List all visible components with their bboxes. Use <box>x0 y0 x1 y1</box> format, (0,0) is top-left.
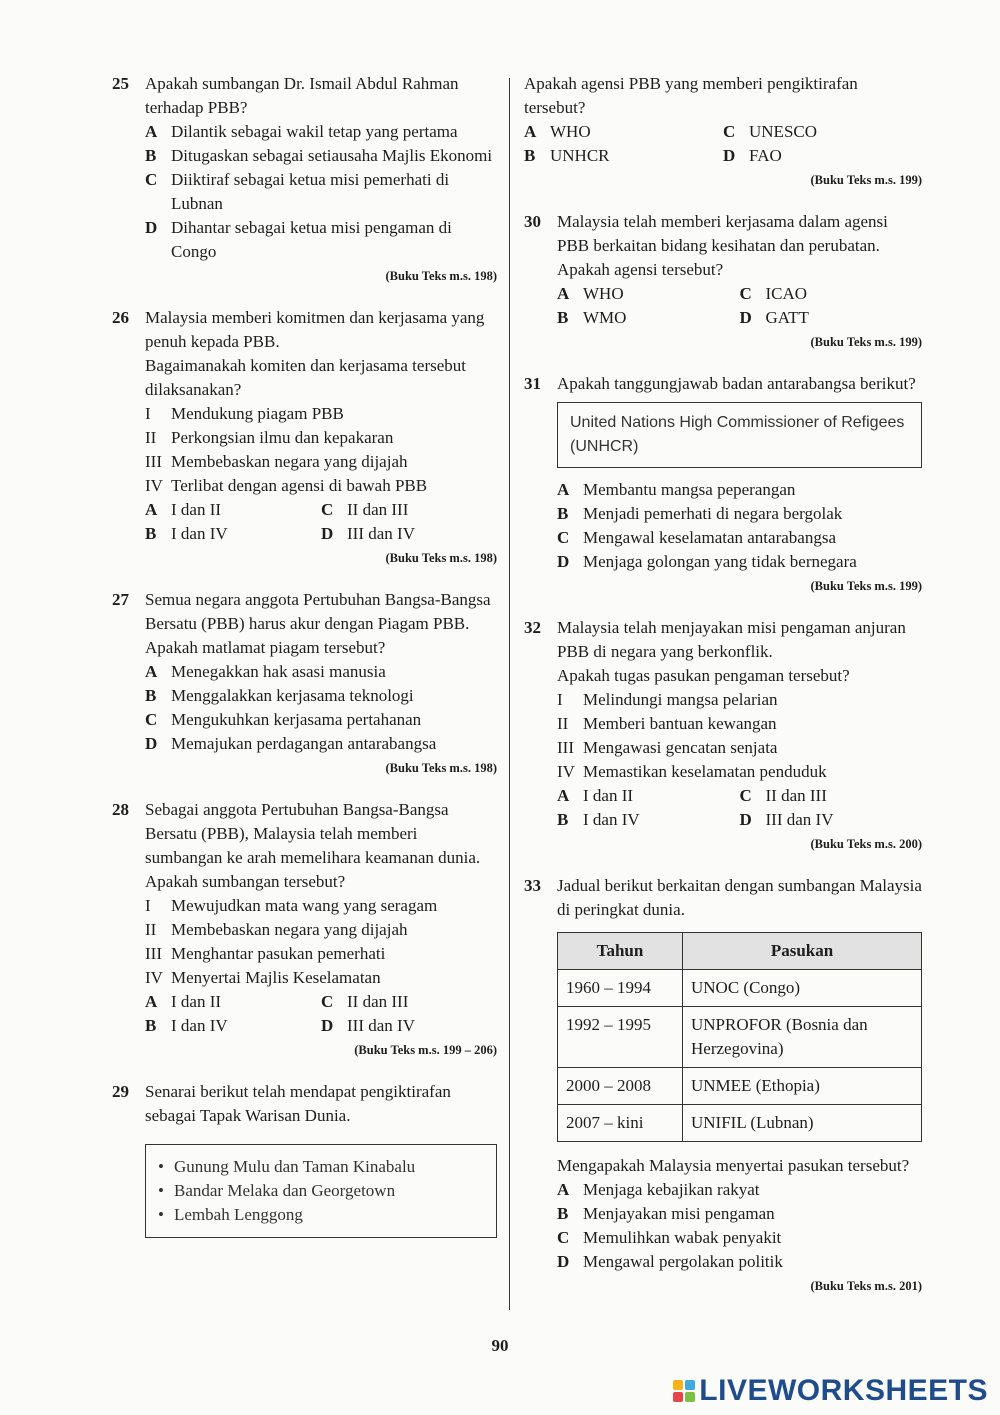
statement-4: IV Menyertai Majlis Keselamatan <box>145 968 381 987</box>
agency-box: United Nations High Commissioner of Refigees (UNHCR) <box>557 402 922 468</box>
question-stem: Apakah tanggungjawab badan antarabangsa berikut? <box>557 374 916 393</box>
question-prompt: Apakah agensi tersebut? <box>557 260 724 279</box>
options-grid <box>557 282 922 330</box>
question-prompt: Apakah tugas pasukan pengaman tersebut? <box>557 666 850 685</box>
option-c[interactable]: C ICAO <box>739 284 808 303</box>
column-divider <box>509 78 510 1310</box>
table-cell-force: UNOC (Congo) <box>683 970 922 1007</box>
option-d[interactable]: D Dihantar sebagai ketua misi pengaman di Congo <box>145 218 452 261</box>
statement-2: II Memberi bantuan kewangan <box>557 714 777 733</box>
page-number: 90 <box>491 1336 509 1355</box>
source-reference: (Buku Teks m.s. 199 – 206) <box>354 1043 497 1057</box>
list-item: • Gunung Mulu dan Taman Kinabalu <box>158 1155 484 1179</box>
option-b[interactable]: B Menjadi pemerhati di negara bergolak <box>557 504 843 523</box>
question-31 <box>524 372 922 596</box>
option-b[interactable]: B WMO <box>557 308 627 327</box>
question-prompt: Apakah agensi PBB yang memberi pengiktirafan tersebut? <box>524 74 858 117</box>
option-a[interactable]: A Dilantik sebagai wakil tetap yang pertama <box>145 122 458 141</box>
question-stem: Malaysia memberi komitmen dan kerjasama yang penuh kepada PBB. <box>145 308 485 351</box>
right-column <box>524 72 922 1316</box>
options-grid <box>145 990 497 1038</box>
question-28 <box>112 798 497 1060</box>
option-c[interactable]: C II dan III <box>739 786 827 805</box>
option-a[interactable]: A Menegakkan hak asasi manusia <box>145 662 386 681</box>
question-prompt: Mengapakah Malaysia menyertai pasukan tersebut? <box>557 1156 910 1175</box>
source-reference: (Buku Teks m.s. 198) <box>385 761 497 775</box>
column-header-year: Tahun <box>558 933 683 970</box>
option-a[interactable]: A Membantu mangsa peperangan <box>557 480 796 499</box>
question-stem: Malaysia telah memberi kerjasama dalam agensi PBB berkaitan bidang kesihatan dan perubatan. <box>557 212 888 255</box>
table-cell-year: 1960 – 1994 <box>558 970 683 1007</box>
source-reference: (Buku Teks m.s. 199) <box>810 579 922 593</box>
option-c[interactable]: C II dan III <box>321 500 409 519</box>
source-reference: (Buku Teks m.s. 198) <box>385 551 497 565</box>
question-25 <box>112 72 497 286</box>
option-c[interactable]: C Mengukuhkan kerjasama pertahanan <box>145 710 422 729</box>
option-d[interactable]: D FAO <box>723 146 782 165</box>
option-a[interactable]: A I dan II <box>145 500 222 519</box>
list-item: • Lembah Lenggong <box>158 1203 484 1227</box>
statement-1: I Melindungi mangsa pelarian <box>557 690 778 709</box>
source-reference: (Buku Teks m.s. 199) <box>810 335 922 349</box>
list-item: • Bandar Melaka dan Georgetown <box>158 1179 484 1203</box>
statement-3: III Menghantar pasukan pemerhati <box>145 944 386 963</box>
question-33 <box>524 874 922 1296</box>
table-row <box>558 1105 922 1142</box>
option-b[interactable]: B I dan IV <box>557 810 640 829</box>
statement-2: II Perkongsian ilmu dan kepakaran <box>145 428 394 447</box>
column-header-force: Pasukan <box>683 933 922 970</box>
question-number: 25 <box>112 74 129 93</box>
source-reference: (Buku Teks m.s. 201) <box>810 1279 922 1293</box>
option-d[interactable]: D Memajukan perdagangan antarabangsa <box>145 734 437 753</box>
option-b[interactable]: B Ditugaskan sebagai setiausaha Majlis Ekonomi <box>145 146 493 165</box>
statement-4: IV Memastikan keselamatan penduduk <box>557 762 827 781</box>
statement-4: IV Terlibat dengan agensi di bawah PBB <box>145 476 428 495</box>
options-grid <box>524 120 922 168</box>
question-number: 33 <box>524 876 541 895</box>
liveworksheets-logo-icon <box>673 1380 695 1402</box>
option-d[interactable]: D III dan IV <box>739 810 834 829</box>
table-cell-year: 2007 – kini <box>558 1105 683 1142</box>
option-a[interactable]: A Menjaga kebajikan rakyat <box>557 1180 760 1199</box>
question-stem: Senarai berikut telah mendapat pengiktirafan sebagai Tapak Warisan Dunia. <box>145 1082 451 1125</box>
liveworksheets-logo[interactable] <box>673 1374 988 1408</box>
question-number: 32 <box>524 618 541 637</box>
question-stem: Malaysia telah menjayakan misi pengaman anjuran PBB di negara yang berkonflik. <box>557 618 906 661</box>
option-a[interactable]: A I dan II <box>145 992 222 1011</box>
table-cell-force: UNIFIL (Lubnan) <box>683 1105 922 1142</box>
question-prompt: Apakah sumbangan tersebut? <box>145 872 346 891</box>
table-row <box>558 1068 922 1105</box>
table-row <box>558 970 922 1007</box>
option-b[interactable]: B I dan IV <box>145 524 228 543</box>
option-c[interactable]: C UNESCO <box>723 122 818 141</box>
question-29-continued <box>491 72 922 190</box>
table-header-row <box>558 933 922 970</box>
options-grid <box>145 498 497 546</box>
source-reference: (Buku Teks m.s. 198) <box>385 269 497 283</box>
table-cell-force: UNPROFOR (Bosnia dan Herzegovina) <box>683 1007 922 1068</box>
option-c[interactable]: C Diiktiraf sebagai ketua misi pemerhati di Lubnan <box>145 170 450 213</box>
question-30 <box>524 210 922 352</box>
question-prompt: Bagaimanakah komiten dan kerjasama tersebut dilaksanakan? <box>145 356 466 399</box>
question-number: 29 <box>112 1082 129 1101</box>
left-column <box>112 72 497 1248</box>
heritage-list-box <box>145 1144 497 1238</box>
table-row <box>558 1007 922 1068</box>
question-26 <box>112 306 497 568</box>
option-d[interactable]: D GATT <box>739 308 809 327</box>
question-32 <box>524 616 922 854</box>
option-b[interactable]: B Menggalakkan kerjasama teknologi <box>145 686 414 705</box>
question-number: 30 <box>524 212 541 231</box>
question-number: 28 <box>112 800 129 819</box>
question-number: 26 <box>112 308 129 327</box>
missions-table <box>557 932 922 1142</box>
statement-1: I Mewujudkan mata wang yang seragam <box>145 896 438 915</box>
statement-3: III Membebaskan negara yang dijajah <box>145 452 408 471</box>
option-c[interactable]: C Mengawal keselamatan antarabangsa <box>557 528 836 547</box>
question-27 <box>112 588 497 778</box>
option-d[interactable]: D Menjaga golongan yang tidak bernegara <box>557 552 857 571</box>
statement-1: I Mendukung piagam PBB <box>145 404 344 423</box>
table-cell-year: 2000 – 2008 <box>558 1068 683 1105</box>
statement-2: II Membebaskan negara yang dijajah <box>145 920 408 939</box>
option-a[interactable]: A WHO <box>524 122 591 141</box>
question-stem: Jadual berikut berkaitan dengan sumbangan Malaysia di peringkat dunia. <box>557 876 922 919</box>
statement-3: III Mengawasi gencatan senjata <box>557 738 778 757</box>
option-c[interactable]: C Memulihkan wabak penyakit <box>557 1228 782 1247</box>
question-stem: Sebagai anggota Pertubuhan Bangsa-Bangsa Bersatu (PBB), Malaysia telah memberi sumbangan ke arah memelihara keamanan dunia. <box>145 800 481 867</box>
source-reference: (Buku Teks m.s. 199) <box>810 173 922 187</box>
source-reference: (Buku Teks m.s. 200) <box>810 837 922 851</box>
option-b[interactable]: B I dan IV <box>145 1016 228 1035</box>
option-d[interactable]: D III dan IV <box>321 524 415 543</box>
option-c[interactable]: C II dan III <box>321 992 409 1011</box>
question-29 <box>112 1080 497 1238</box>
option-b[interactable]: B Menjayakan misi pengaman <box>557 1204 775 1223</box>
option-b[interactable]: B UNHCR <box>524 146 610 165</box>
option-d[interactable]: D III dan IV <box>321 1016 415 1035</box>
question-stem: Semua negara anggota Pertubuhan Bangsa-Bangsa Bersatu (PBB) harus akur dengan Piagam PBB. <box>145 590 491 633</box>
question-number: 31 <box>524 374 541 393</box>
table-cell-year: 1992 – 1995 <box>558 1007 683 1068</box>
question-prompt: Apakah matlamat piagam tersebut? <box>145 638 386 657</box>
option-a[interactable]: A I dan II <box>557 786 634 805</box>
option-d[interactable]: D Mengawal pergolakan politik <box>557 1252 783 1271</box>
option-a[interactable]: A WHO <box>557 284 624 303</box>
question-number: 27 <box>112 590 129 609</box>
question-stem: Apakah sumbangan Dr. Ismail Abdul Rahman terhadap PBB? <box>145 74 459 117</box>
table-cell-force: UNMEE (Ethopia) <box>683 1068 922 1105</box>
brand-name: LIVEWORKSHEETS <box>699 1374 988 1407</box>
options-grid <box>557 784 922 832</box>
